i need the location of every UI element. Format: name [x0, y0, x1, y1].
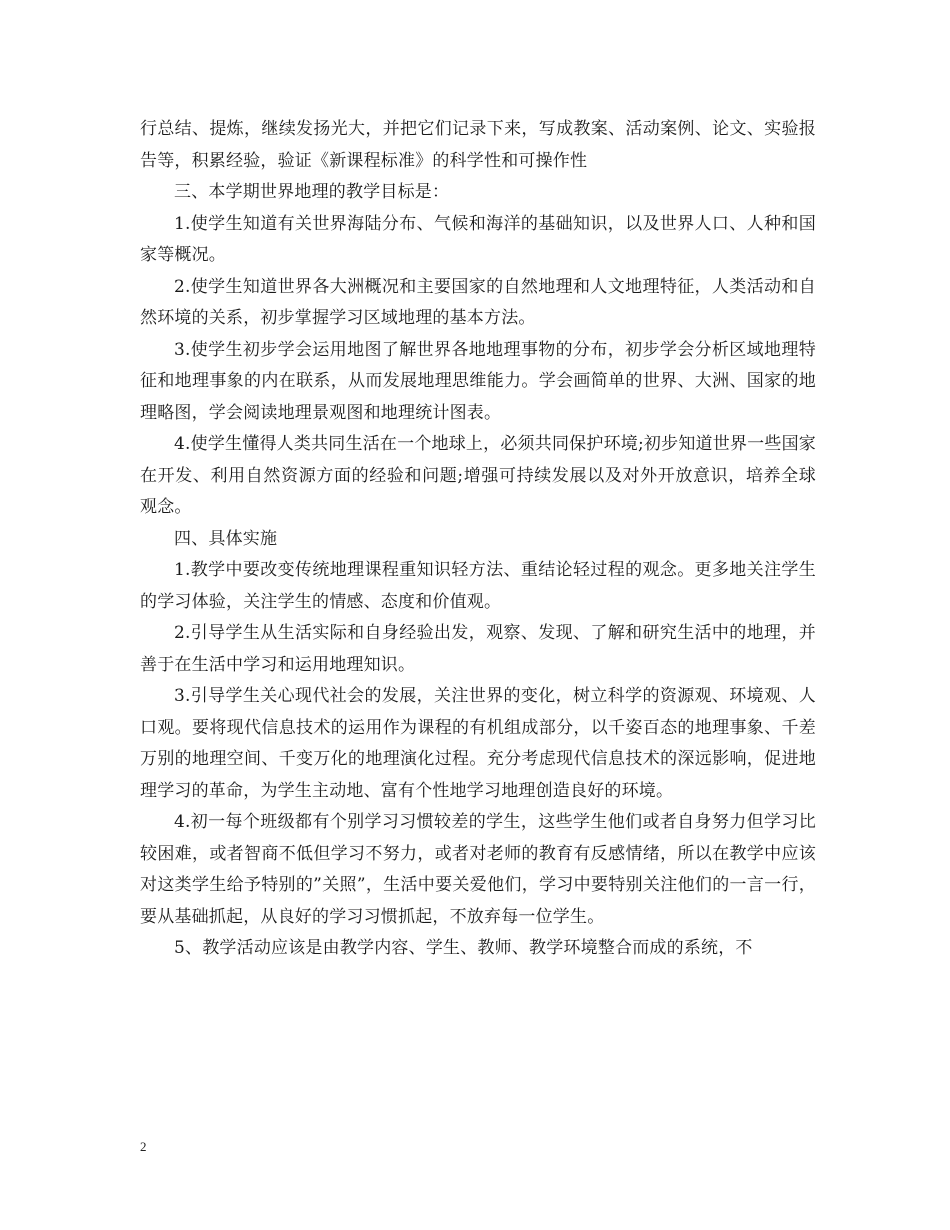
paragraph-12: 5、教学活动应该是由教学内容、学生、教师、教学环境整合而成的系统，不	[174, 938, 753, 958]
page-number: 2	[140, 1139, 147, 1154]
paragraph-9: 2.引导学生从生活实际和自身经验出发，观察、发现、了解和研究生活中的地理，并善于在生活中学习和运用地理知识。	[140, 623, 816, 675]
paragraph-4: 2.使学生知道世界各大洲概况和主要国家的自然地理和人文地理特征，人类活动和自然环境的关系，初步掌握学习区域地理的基本方法。	[140, 276, 816, 328]
paragraph-8: 1.教学中要改变传统地理课程重知识轻方法、重结论轻过程的观念。更多地关注学生的学习体验，关注学生的情感、态度和价值观。	[140, 560, 816, 612]
paragraph-10: 3.引导学生关心现代社会的发展，关注世界的变化，树立科学的资源观、环境观、人口观。要将现代信息技术的运用作为课程的有机组成部分，以千姿百态的地理事象、千差万别的地理空间、千变万化的地理演化过程。充分考虑现代信息技术的深远影响，促进地理学习的革命，为学生主动地、富有个性地学习地理创造良好的环境。	[140, 686, 816, 801]
paragraph-6: 4.使学生懂得人类共同生活在一个地球上，必须共同保护环境;初步知道世界一些国家在开发、利用自然资源方面的经验和问题;增强可持续发展以及对外开放意识，培养全球观念。	[140, 434, 816, 517]
paragraph-3: 1.使学生知道有关世界海陆分布、气候和海洋的基础知识，以及世界人口、人种和国家等概况。	[140, 213, 816, 265]
body-text	[140, 114, 816, 965]
paragraph-2: 三、本学期世界地理的教学目标是：	[174, 182, 450, 202]
paragraph-5: 3.使学生初步学会运用地图了解世界各地地理事物的分布，初步学会分析区域地理特征和地理事象的内在联系，从而发展地理思维能力。学会画简单的世界、大洲、国家的地理略图，学会阅读地理景观图和地理统计图表。	[140, 339, 816, 423]
paragraph-1: 行总结、提炼，继续发扬光大，并把它们记录下来，写成教案、活动案例、论文、实验报告等，积累经验，验证《新课程标准》的科学性和可操作性	[140, 119, 816, 171]
paragraph-11: 4.初一每个班级都有个别学习习惯较差的学生，这些学生他们或者自身努力但学习比较困难，或者智商不低但学习不努力，或者对老师的教育有反感情绪，所以在教学中应该对这类学生给予特别的”关照”，生活中要关爱他们，学习中要特别关注他们的一言一行，要从基础抓起，从良好的学习习惯抓起，不放弃每一位学生。	[140, 812, 816, 927]
paragraph-7: 四、具体实施	[174, 528, 278, 549]
